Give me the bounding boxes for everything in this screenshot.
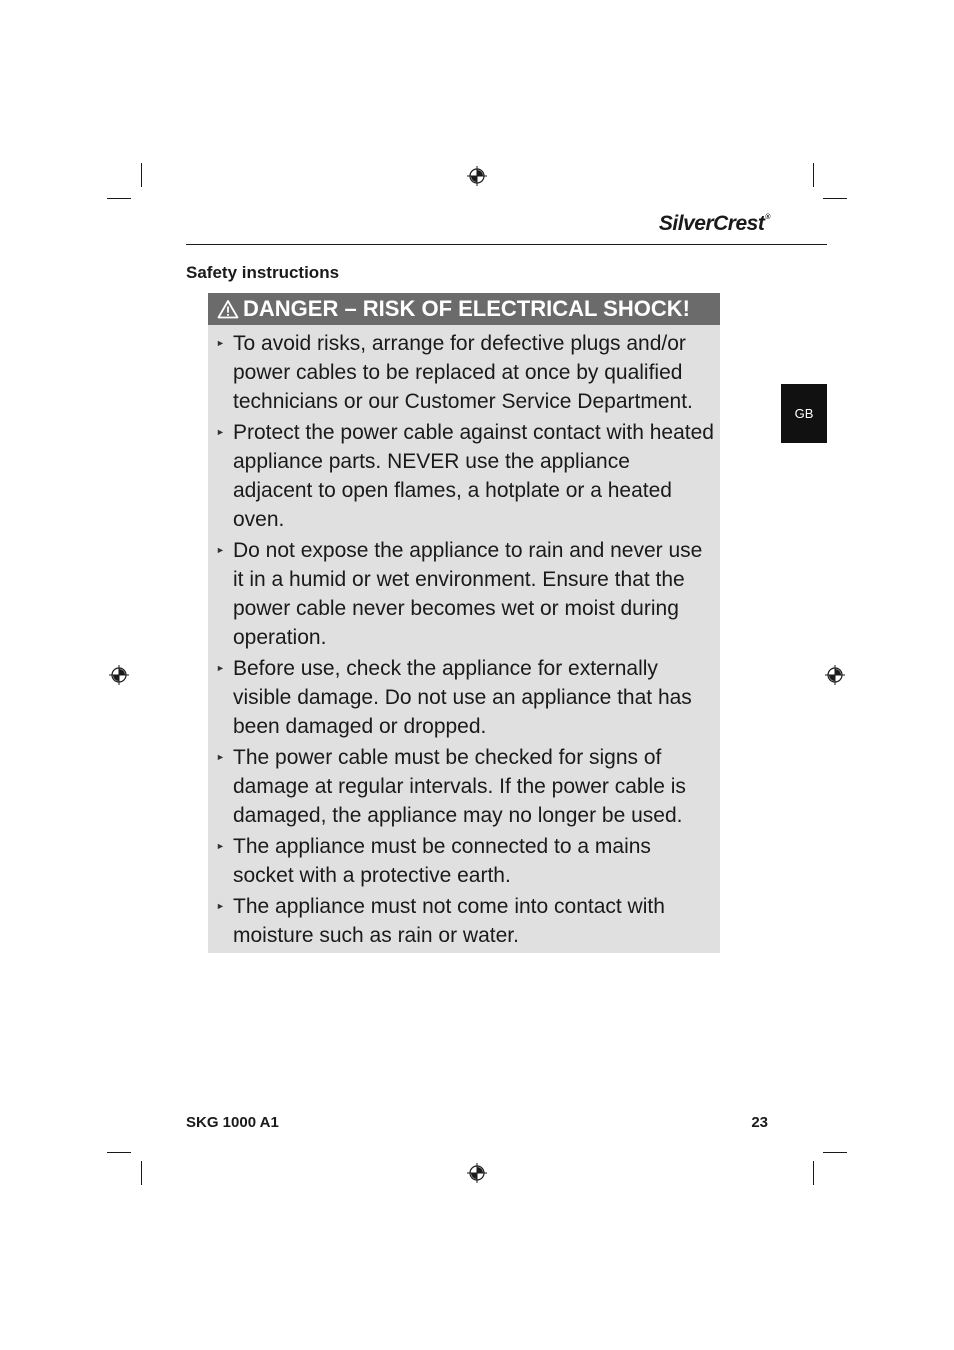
list-item	[208, 892, 720, 950]
list-item	[208, 743, 720, 830]
crop-mark	[823, 198, 847, 199]
bullet-arrow-icon: ►	[216, 338, 225, 348]
footer-model-number: SKG 1000 A1	[186, 1114, 279, 1131]
list-item	[208, 418, 720, 534]
bullet-arrow-icon: ►	[216, 752, 225, 762]
registration-mark-icon	[467, 166, 487, 186]
registration-mark-icon	[109, 665, 129, 685]
language-tab-label: GB	[794, 406, 814, 421]
list-item-text: The power cable must be checked for signs of damage at regular intervals. If the power cable is damaged, the appliance may no longer be used.	[233, 746, 686, 827]
list-item	[208, 329, 720, 416]
page-number: 23	[751, 1114, 768, 1131]
crop-mark	[141, 1161, 142, 1185]
brand-logo	[620, 212, 770, 236]
warning-list	[208, 329, 720, 952]
registration-mark-icon	[467, 1163, 487, 1183]
list-item-text: Protect the power cable against contact with heated appliance parts. NEVER use the appliance adjacent to open flames, a hotplate or a heated oven.	[233, 421, 714, 531]
registration-mark-icon	[825, 665, 845, 685]
bullet-arrow-icon: ►	[216, 841, 225, 851]
brand-name: SilverCrest	[658, 212, 765, 235]
list-item	[208, 654, 720, 741]
list-item-text: The appliance must not come into contact with moisture such as rain or water.	[233, 895, 665, 947]
bullet-arrow-icon: ►	[216, 901, 225, 911]
crop-mark	[813, 163, 814, 187]
crop-mark	[107, 198, 131, 199]
crop-mark	[107, 1152, 131, 1153]
registered-mark: ®	[765, 214, 770, 221]
bullet-arrow-icon: ►	[216, 663, 225, 673]
warning-heading: DANGER – RISK OF ELECTRICAL SHOCK!	[243, 296, 690, 321]
list-item-text: Do not expose the appliance to rain and never use it in a humid or wet environment. Ensure that the power cable never becomes wet or moist during operation.	[233, 539, 703, 649]
list-item-text: The appliance must be connected to a mains socket with a protective earth.	[233, 835, 651, 887]
crop-mark	[141, 163, 142, 187]
list-item	[208, 832, 720, 890]
list-item-text: To avoid risks, arrange for defective plugs and/or power cables to be replaced at once by qualified technicians or our Customer Service Department.	[233, 332, 693, 413]
list-item	[208, 536, 720, 652]
section-title: Safety instructions	[186, 263, 340, 282]
list-item-text: Before use, check the appliance for externally visible damage. Do not use an appliance that has been damaged or dropped.	[233, 657, 692, 738]
warning-header	[208, 293, 720, 325]
warning-triangle-icon	[217, 299, 239, 319]
language-tab	[781, 384, 827, 443]
bullet-arrow-icon: ►	[216, 545, 225, 555]
bullet-arrow-icon: ►	[216, 427, 225, 437]
warning-box	[208, 293, 720, 953]
crop-mark	[823, 1152, 847, 1153]
crop-mark	[813, 1161, 814, 1185]
header-divider	[186, 244, 827, 245]
